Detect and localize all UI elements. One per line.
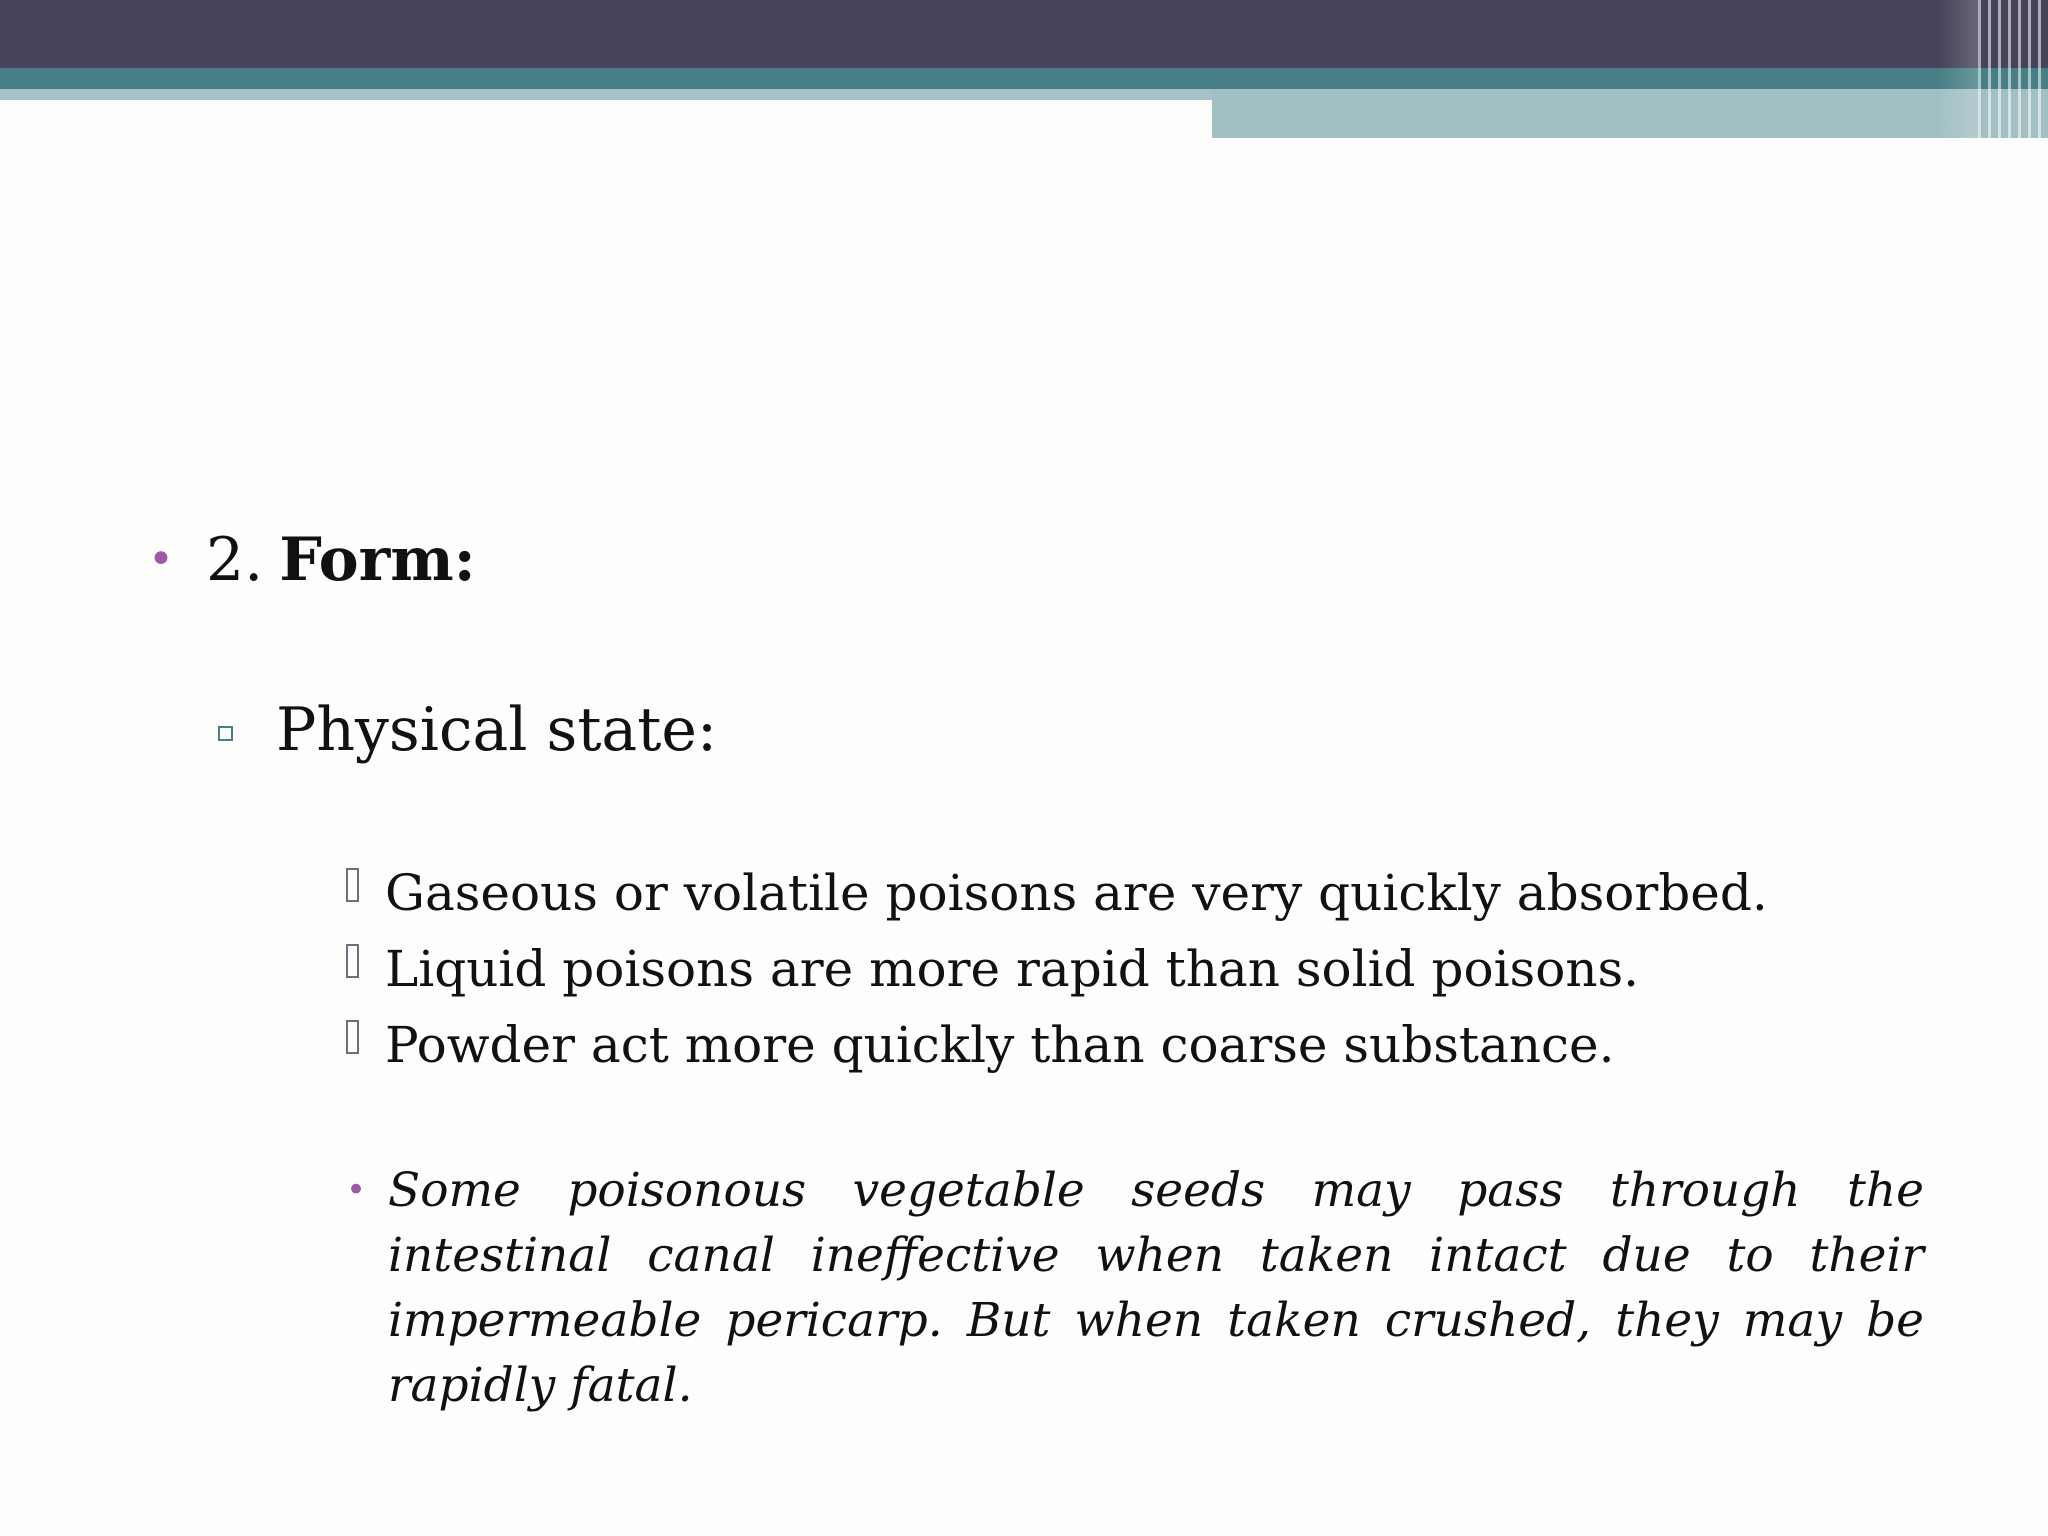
list-item-text: Gaseous or volatile poisons are very quickly absorbed. (385, 864, 1768, 922)
header-teal-band (0, 68, 2048, 89)
box-bullet-icon (346, 1020, 359, 1054)
bullet-level1-form (148, 520, 476, 600)
bullet-level2-physical-state (218, 690, 717, 770)
box-bullet-icon (346, 944, 359, 978)
note-text: Some poisonous vegetable seeds may pass through the intestinal canal ineffective when taken intact due to their impermeable pericarp. But when taken crushed, they may be rapidly fatal. (388, 1163, 1924, 1413)
header-dark-band (0, 0, 2048, 68)
section-heading: Form: (279, 525, 476, 595)
section-number: 2. (206, 525, 264, 595)
bullet-dot-icon: • (148, 534, 174, 585)
header-light-band-right (1212, 89, 2048, 138)
list-item (346, 931, 1639, 1007)
subheading: Physical state: (276, 695, 718, 765)
header-fade (1938, 0, 1978, 138)
list-item (346, 1007, 1615, 1083)
list-item (346, 855, 1768, 931)
box-bullet-icon (346, 868, 359, 902)
header-light-band-left (0, 89, 1212, 100)
list-item-text: Liquid poisons are more rapid than solid poisons. (385, 940, 1640, 998)
bullet-dot-icon: • (346, 1170, 367, 1210)
list-item-text: Powder act more quickly than coarse substance. (385, 1016, 1615, 1074)
header-stripes (1978, 0, 2048, 138)
note-paragraph (346, 1158, 1924, 1418)
square-bullet-icon (218, 726, 233, 741)
